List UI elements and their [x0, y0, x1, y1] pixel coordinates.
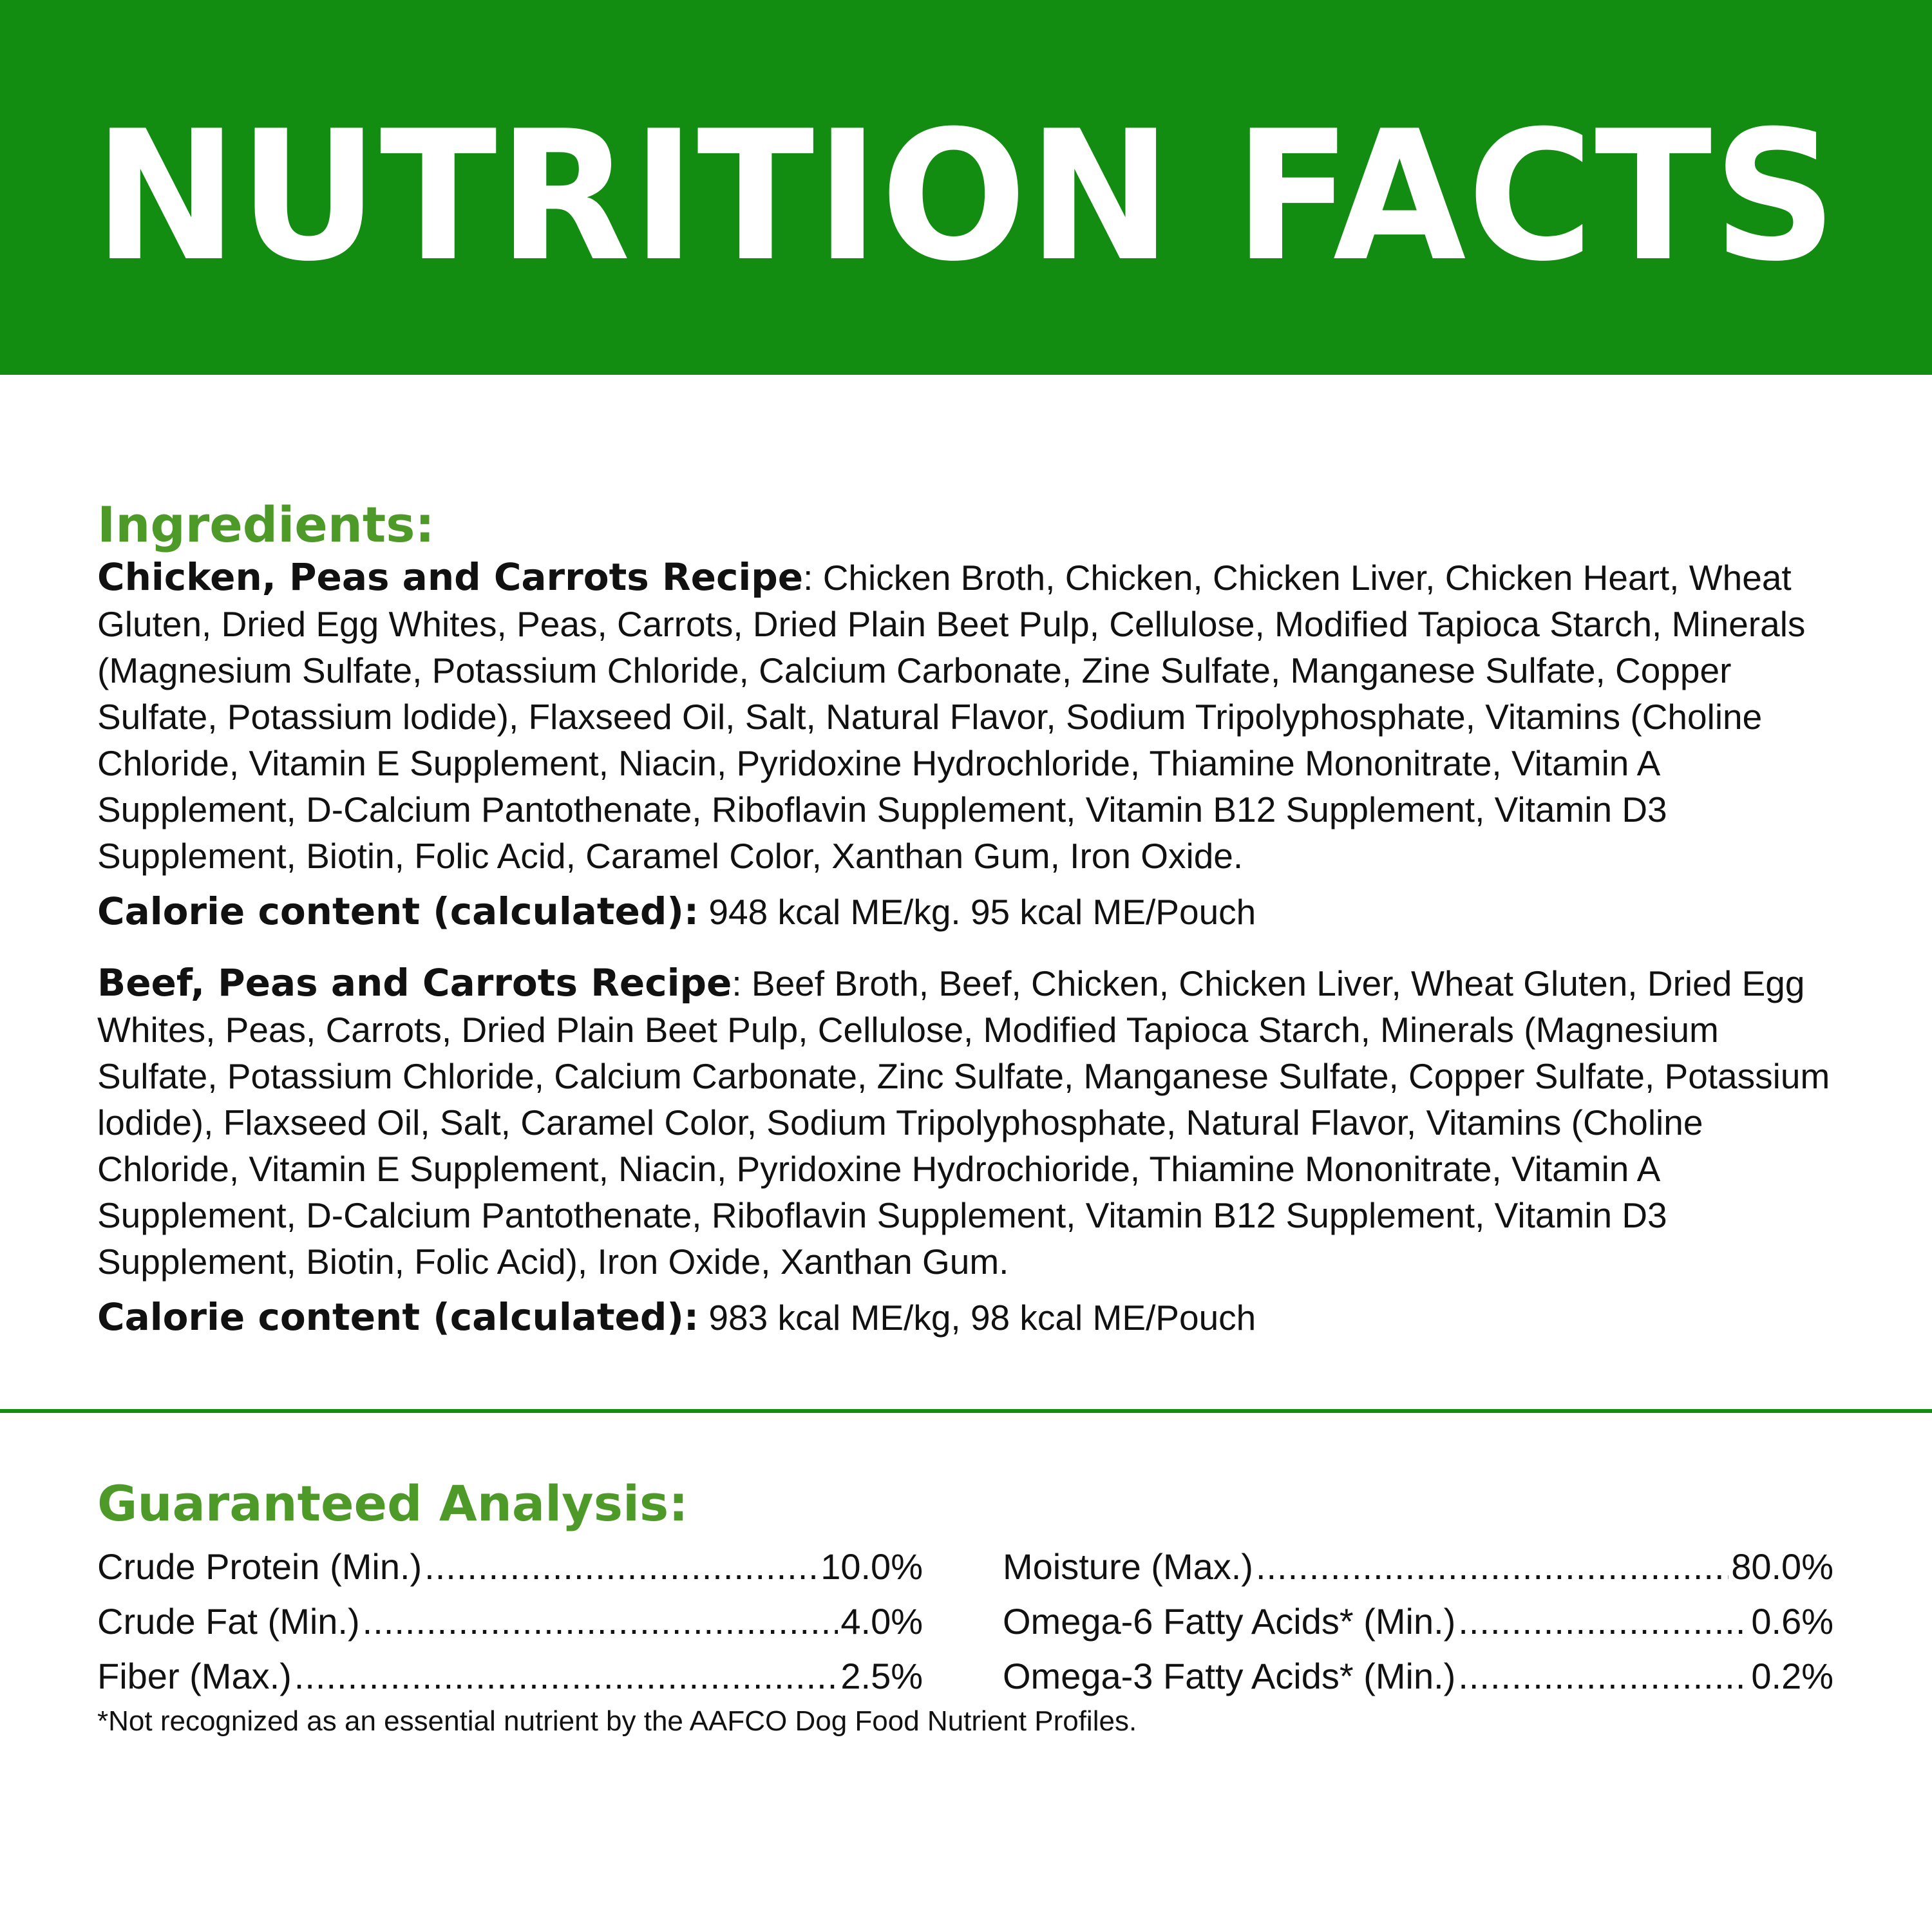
- analysis-row-crude-protein: [97, 1539, 923, 1594]
- recipe-ingredients-text: Chicken Broth, Chicken, Chicken Liver, Chicken Heart, Wheat Gluten, Dried Egg Whites, Peas, Carrots, Dried Plain Beet Pulp, Cellulose, Modified Tapioca Starch, Minerals (Magnesium Sulfate, Potassium Chloride, Calcium Carbonate, Zine Sulfate, Manganese Sulfate, Copper Sulfate, Potassium lodide), Flaxseed Oil, Salt, Natural Flavor, Sodium Tripolyphosphate, Vitamins (Choline Chloride, Vitamin E Supplement, Niacin, Pyridoxine Hydrochloride, Thiamine Mononitrate, Vitamin A Supplement, D-Calcium Pantothenate, Riboflavin Supplement, Vitamin B12 Supplement, Vitamin D3 Supplement, Biotin, Folic Acid, Caramel Color, Xanthan Gum, Iron Oxide.: [97, 558, 1806, 876]
- analysis-row-omega-6: [1003, 1594, 1833, 1649]
- calorie-label: Calorie content (calculated):: [97, 1295, 699, 1339]
- page-title: NUTRITION FACTS: [93, 92, 1839, 301]
- analysis-row-omega-3: [1003, 1649, 1833, 1703]
- recipe-beef-calorie: [97, 1294, 1836, 1341]
- guaranteed-analysis-heading: Guaranteed Analysis:: [97, 1475, 688, 1532]
- dot-leader: [1256, 1539, 1728, 1594]
- ingredients-section: [97, 496, 1836, 1341]
- analysis-label: Omega-3 Fatty Acids* (Min.): [1003, 1656, 1456, 1696]
- analysis-value: 4.0%: [840, 1601, 923, 1642]
- analysis-row-moisture: [1003, 1539, 1833, 1594]
- analysis-value: 10.0%: [820, 1546, 923, 1587]
- analysis-value: 0.2%: [1751, 1656, 1833, 1696]
- dot-leader: [1458, 1594, 1748, 1649]
- recipe-separator: :: [732, 963, 742, 1003]
- analysis-row-crude-fat: [97, 1594, 923, 1649]
- analysis-column-right: [1003, 1539, 1833, 1703]
- recipe-beef-ingredients: [97, 960, 1836, 1285]
- recipe-name: Beef, Peas and Carrots Recipe: [97, 961, 732, 1005]
- calorie-value: 948 kcal ME/kg. 95 kcal ME/Pouch: [699, 892, 1256, 932]
- dot-leader: [294, 1649, 838, 1703]
- recipe-chicken-ingredients: [97, 554, 1836, 879]
- recipe-ingredients-text: Beef Broth, Beef, Chicken, Chicken Liver, Wheat Gluten, Dried Egg Whites, Peas, Carrots, Dried Plain Beet Pulp, Cellulose, Modified Tapioca Starch, Minerals (Magnesium Sulfate, Potassium Chloride, Calcium Carbonate, Zinc Sulfate, Manganese Sulfate, Copper Sulfate, Potassium lodide), Flaxseed Oil, Salt, Caramel Color, Sodium Tripolyphosphate, Natural Flavor, Vitamins (Choline Chloride, Vitamin E Supplement, Niacin, Pyridoxine Hydrochioride, Thiamine Mononitrate, Vitamin A Supplement, D-Calcium Pantothenate, Riboflavin Supplement, Vitamin B12 Supplement, Vitamin D3 Supplement, Biotin, Folic Acid), Iron Oxide, Xanthan Gum.: [97, 963, 1830, 1282]
- analysis-value: 2.5%: [840, 1656, 923, 1696]
- dot-leader: [424, 1539, 818, 1594]
- guaranteed-analysis-section: [97, 1475, 1836, 1533]
- analysis-label: Crude Fat (Min.): [97, 1601, 360, 1642]
- recipe-chicken-calorie: [97, 888, 1836, 935]
- section-divider: [0, 1409, 1932, 1413]
- analysis-label: Crude Protein (Min.): [97, 1546, 422, 1587]
- header-banner: [0, 0, 1932, 375]
- ingredients-heading: Ingredients:: [97, 496, 435, 553]
- analysis-column-left: [97, 1539, 923, 1703]
- dot-leader: [363, 1594, 838, 1649]
- analysis-label: Omega-6 Fatty Acids* (Min.): [1003, 1601, 1456, 1642]
- recipe-separator: :: [803, 558, 813, 598]
- dot-leader: [1458, 1649, 1748, 1703]
- analysis-label: Fiber (Max.): [97, 1656, 292, 1696]
- analysis-value: 80.0%: [1731, 1546, 1833, 1587]
- calorie-label: Calorie content (calculated):: [97, 889, 699, 933]
- recipe-name: Chicken, Peas and Carrots Recipe: [97, 555, 804, 599]
- analysis-row-fiber: [97, 1649, 923, 1703]
- calorie-value: 983 kcal ME/kg, 98 kcal ME/Pouch: [699, 1298, 1256, 1338]
- analysis-value: 0.6%: [1751, 1601, 1833, 1642]
- footnote: *Not recognized as an essential nutrient by the AAFCO Dog Food Nutrient Profiles.: [97, 1705, 1137, 1737]
- analysis-label: Moisture (Max.): [1003, 1546, 1253, 1587]
